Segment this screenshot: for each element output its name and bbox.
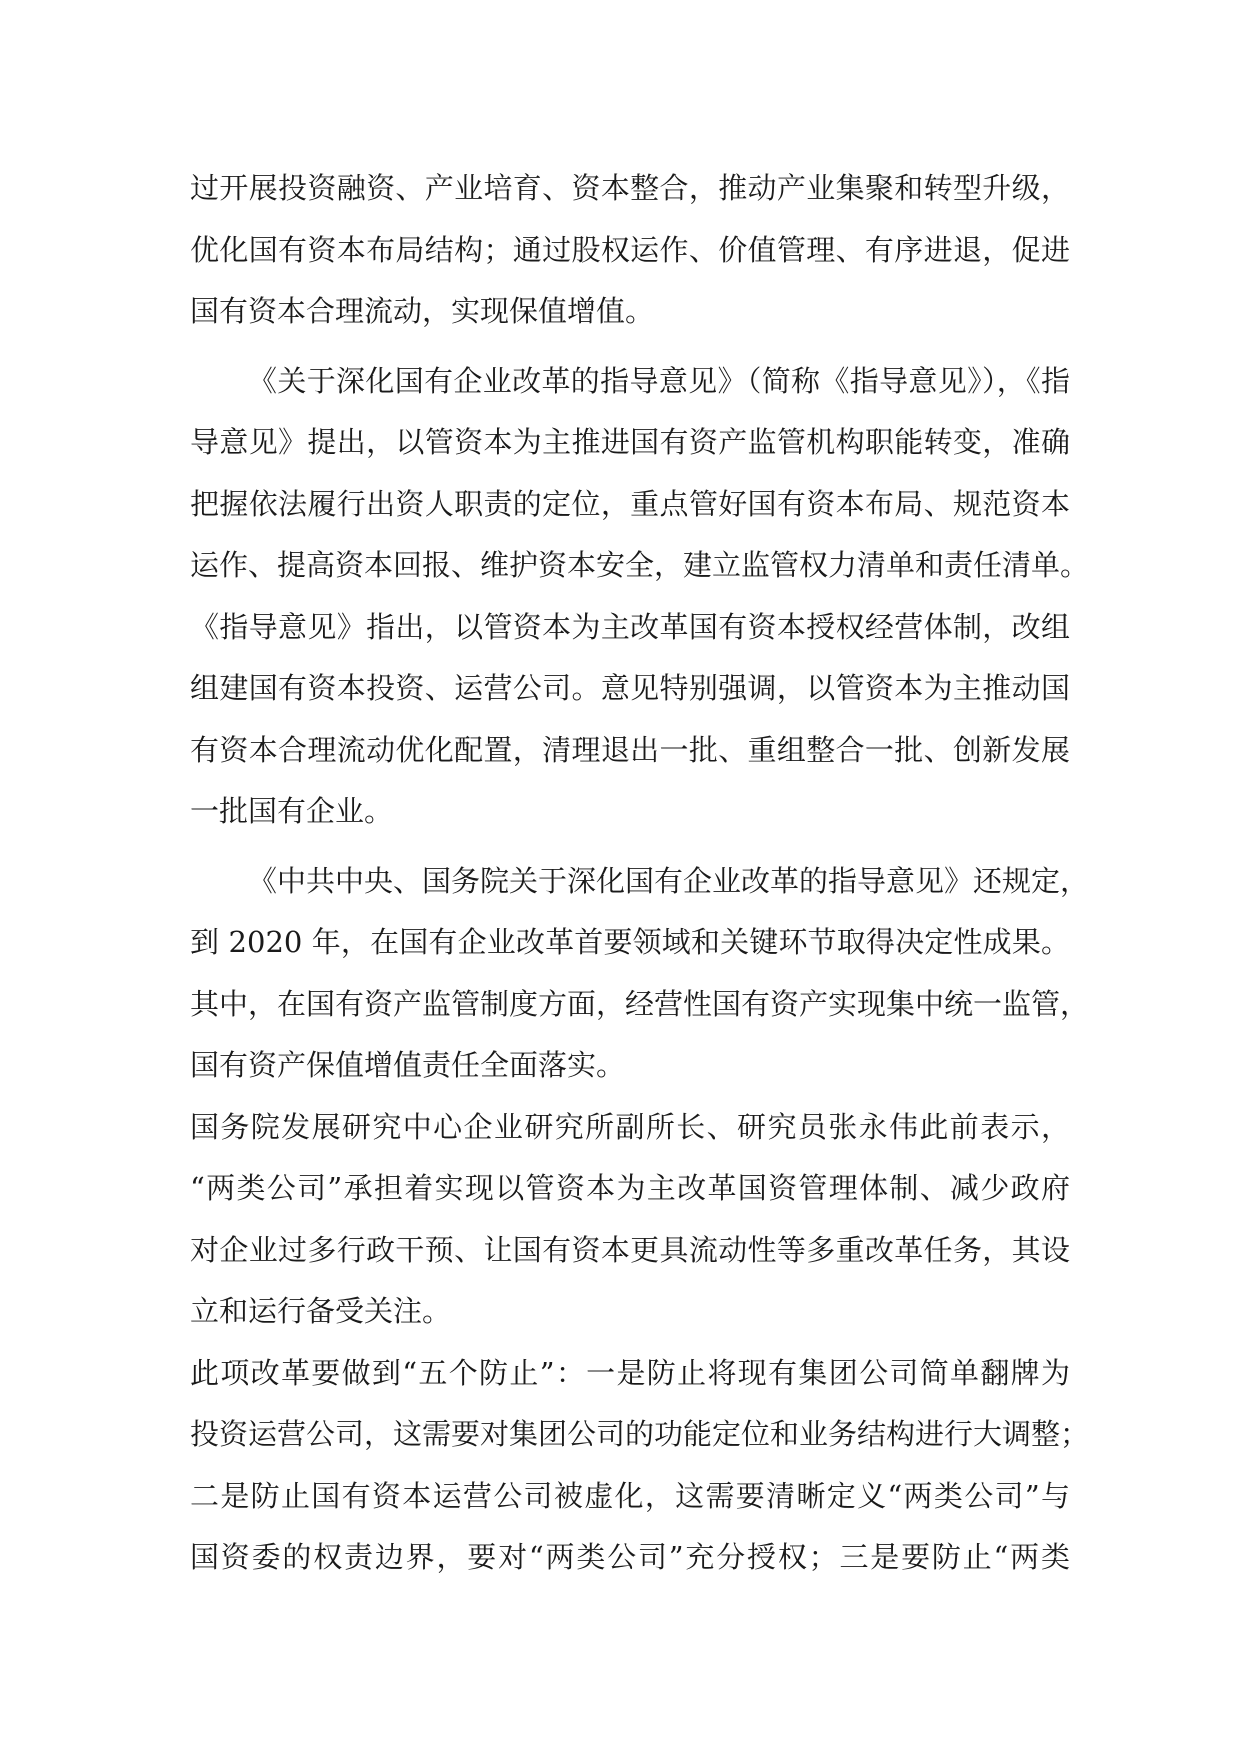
document-body [190,158,1090,1589]
text-line: 对企业过多行政干预、让国有资本更具流动性等多重改革任务，其设 [190,1232,1070,1267]
text-line: 投资运营公司，这需要对集团公司的功能定位和业务结构进行大调整； [190,1417,1090,1451]
text-line: 优化国有资本布局结构；通过股权运作、价值管理、有序进退，促进 [190,232,1070,267]
text-line: 运作、提高资本回报、维护资本安全，建立监管权力清单和责任清单。 [190,548,1090,582]
text-line: 《关于深化国有企业改革的指导意见》（简称《指导意见》），《指 [248,363,1070,398]
paragraph-2 [190,351,1090,843]
text-line: 立和运行备受关注。 [190,1294,452,1328]
text-line: 一批国有企业。 [190,794,394,828]
text-line: 国资委的权责边界，要对“两类公司”充分授权；三是要防止“两类 [190,1540,1070,1574]
text-line: 国有资本合理流动，实现保值增值。 [190,294,655,328]
text-line: 《中共中央、国务院关于深化国有企业改革的指导意见》还规定， [248,863,1090,898]
text-line: 组建国有资本投资、运营公司。意见特别强调，以管资本为主推动国 [190,671,1070,705]
paragraph-3 [190,851,1090,1097]
paragraph-1 [190,158,1070,343]
text-line: 导意见》提出，以管资本为主推进国有资产监管机构职能转变，准确 [190,425,1070,459]
text-line: 国务院发展研究中心企业研究所副所长、研究员张永伟此前表示， [190,1109,1070,1144]
text-line: 此项改革要做到“五个防止”：一是防止将现有集团公司简单翻牌为 [190,1355,1070,1390]
text-line: 《指导意见》指出，以管资本为主改革国有资本授权经营体制，改组 [190,609,1070,644]
text-line: “两类公司”承担着实现以管资本为主改革国资管理体制、减少政府 [190,1171,1070,1205]
paragraph-5 [190,1343,1090,1589]
text-line: 到 2020 年，在国有企业改革首要领域和关键环节取得决定性成果。 [190,925,1070,959]
paragraph-4 [190,1097,1070,1343]
text-line: 过开展投资融资、产业培育、资本整合，推动产业集聚和转型升级， [190,171,1070,205]
text-line: 二是防止国有资本运营公司被虚化，这需要清晰定义“两类公司”与 [190,1478,1070,1513]
text-line: 国有资产保值增值责任全面落实。 [190,1048,626,1082]
text-line: 把握依法履行出资人职责的定位，重点管好国有资本布局、规范资本 [190,486,1070,521]
text-line: 有资本合理流动优化配置，清理退出一批、重组整合一批、创新发展 [190,732,1070,767]
text-line: 其中，在国有资产监管制度方面，经营性国有资产实现集中统一监管， [190,986,1090,1021]
